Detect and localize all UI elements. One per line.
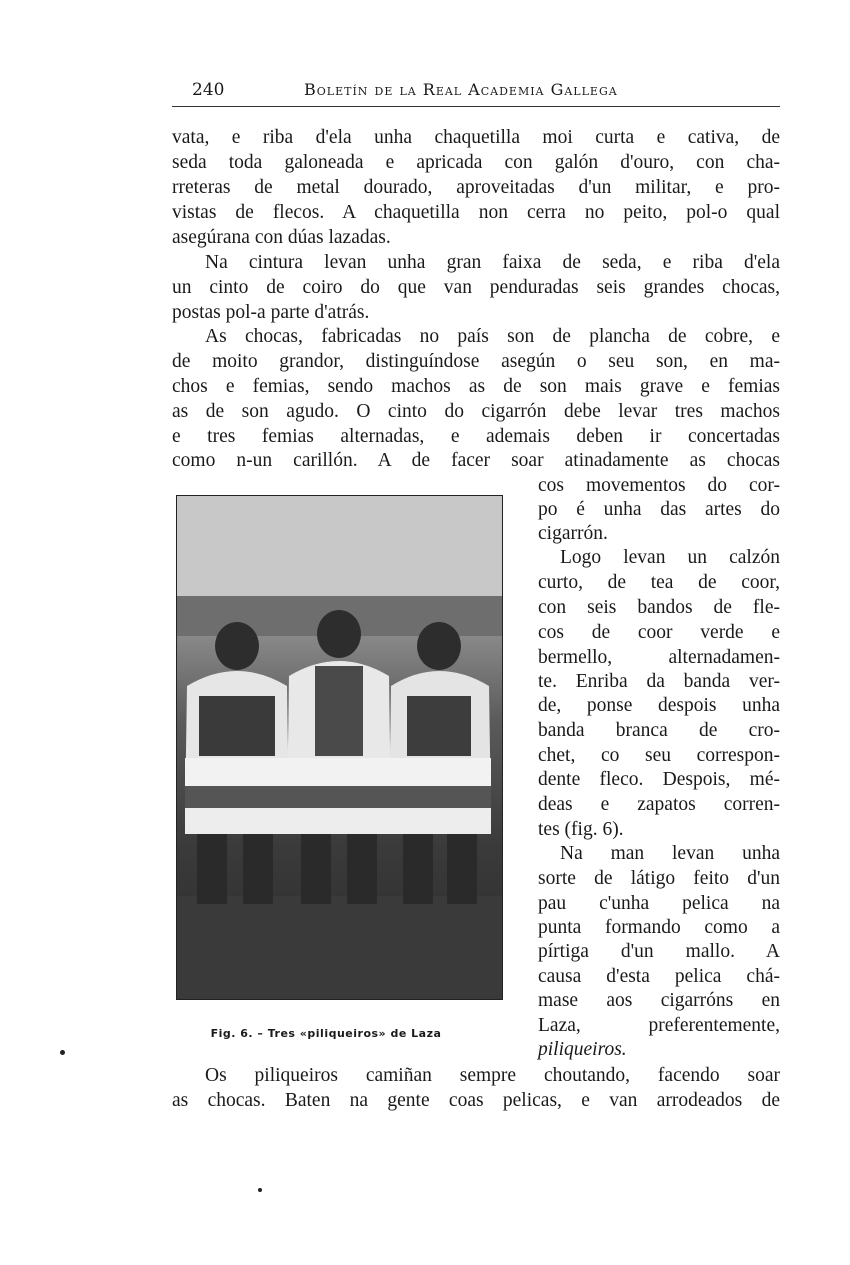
text-line: punta formando como a [538,917,780,938]
page-number: 240 [192,80,225,100]
text-line: de moito grandor, distinguíndose asegún o seu son, en ma- [172,351,780,372]
text-line: pírtiga d'un mallo. A [538,941,780,962]
text-line: sorte de látigo feito d'un [538,868,780,889]
ink-speck [60,1050,65,1055]
text-line: po é unha das artes do [538,499,780,520]
figure-caption: Fig. 6. – Tres «piliqueiros» de Laza [210,1027,442,1040]
text-line: e tres femias alternadas, e ademais deben ir concertadas [172,426,780,447]
figure-person-left [185,622,289,904]
text-line: cigarrón. [538,523,608,544]
text-line: piliqueiros. [538,1039,627,1060]
running-title: Boletín de la Real Academia Gallega [304,80,618,99]
running-header [172,78,780,107]
text-line: postas pol-a parte d'atrás. [172,302,370,323]
text-line: mase aos cigarróns en [538,990,780,1011]
text-line: pau c'unha pelica na [538,893,780,914]
text-line: Laza, preferentemente, [538,1015,780,1036]
text-line: con seis bandos de fle- [538,597,780,618]
text-line: dente fleco. Despois, mé- [538,769,780,790]
text-line: curto, de tea de coor, [538,572,780,593]
text-line: As chocas, fabricadas no país son de plancha de cobre, e [205,326,780,347]
figure-person-right [389,622,491,904]
text-line: chet, co seu correspon- [538,745,780,766]
photo-illustration [177,496,502,999]
text-line: causa d'esta pelica chá- [538,966,780,987]
text-line: Na man levan unha [560,843,780,864]
text-line: as de son agudo. O cinto do cigarrón debe levar tres machos [172,401,780,422]
text-line: Na cintura levan unha gran faixa de seda, e riba d'ela [205,252,780,273]
text-line: asegúrana con dúas lazadas. [172,227,391,248]
text-line: as chocas. Baten na gente coas pelicas, e van arrodeados de [172,1090,780,1111]
text-line: como n-un carillón. A de facer soar atinadamente as chocas [172,450,780,471]
ink-speck [258,1188,262,1192]
text-line: cos movementos do cor- [538,475,780,496]
photo-three-piliqueiros [176,495,503,1000]
text-line: cos de coor verde e [538,622,780,643]
text-line: Os piliqueiros camiñan sempre choutando, facendo soar [205,1065,780,1086]
text-line: bermello, alternadamen- [538,647,780,668]
text-line: de, ponse despois unha [538,695,780,716]
text-line: rreteras de metal dourado, aproveitadas d'un militar, e pro- [172,177,780,198]
text-line: vata, e riba d'ela unha chaquetilla moi curta e cativa, de [172,127,780,148]
text-line: tes (fig. 6). [538,819,624,840]
text-line: chos e femias, sendo machos as de son mais grave e femias [172,376,780,397]
text-line: deas e zapatos corren- [538,794,780,815]
text-line: Logo levan un calzón [560,547,780,568]
text-line: un cinto de coiro do que van penduradas seis grandes chocas, [172,277,780,298]
text-line: banda branca de cro- [538,720,780,741]
figure-person-center [287,610,391,904]
text-line: te. Enriba da banda ver- [538,671,780,692]
text-line: seda toda galoneada e apricada con galón d'ouro, con cha- [172,152,780,173]
text-line: vistas de flecos. A chaquetilla non cerra no peito, pol-o qual [172,202,780,223]
